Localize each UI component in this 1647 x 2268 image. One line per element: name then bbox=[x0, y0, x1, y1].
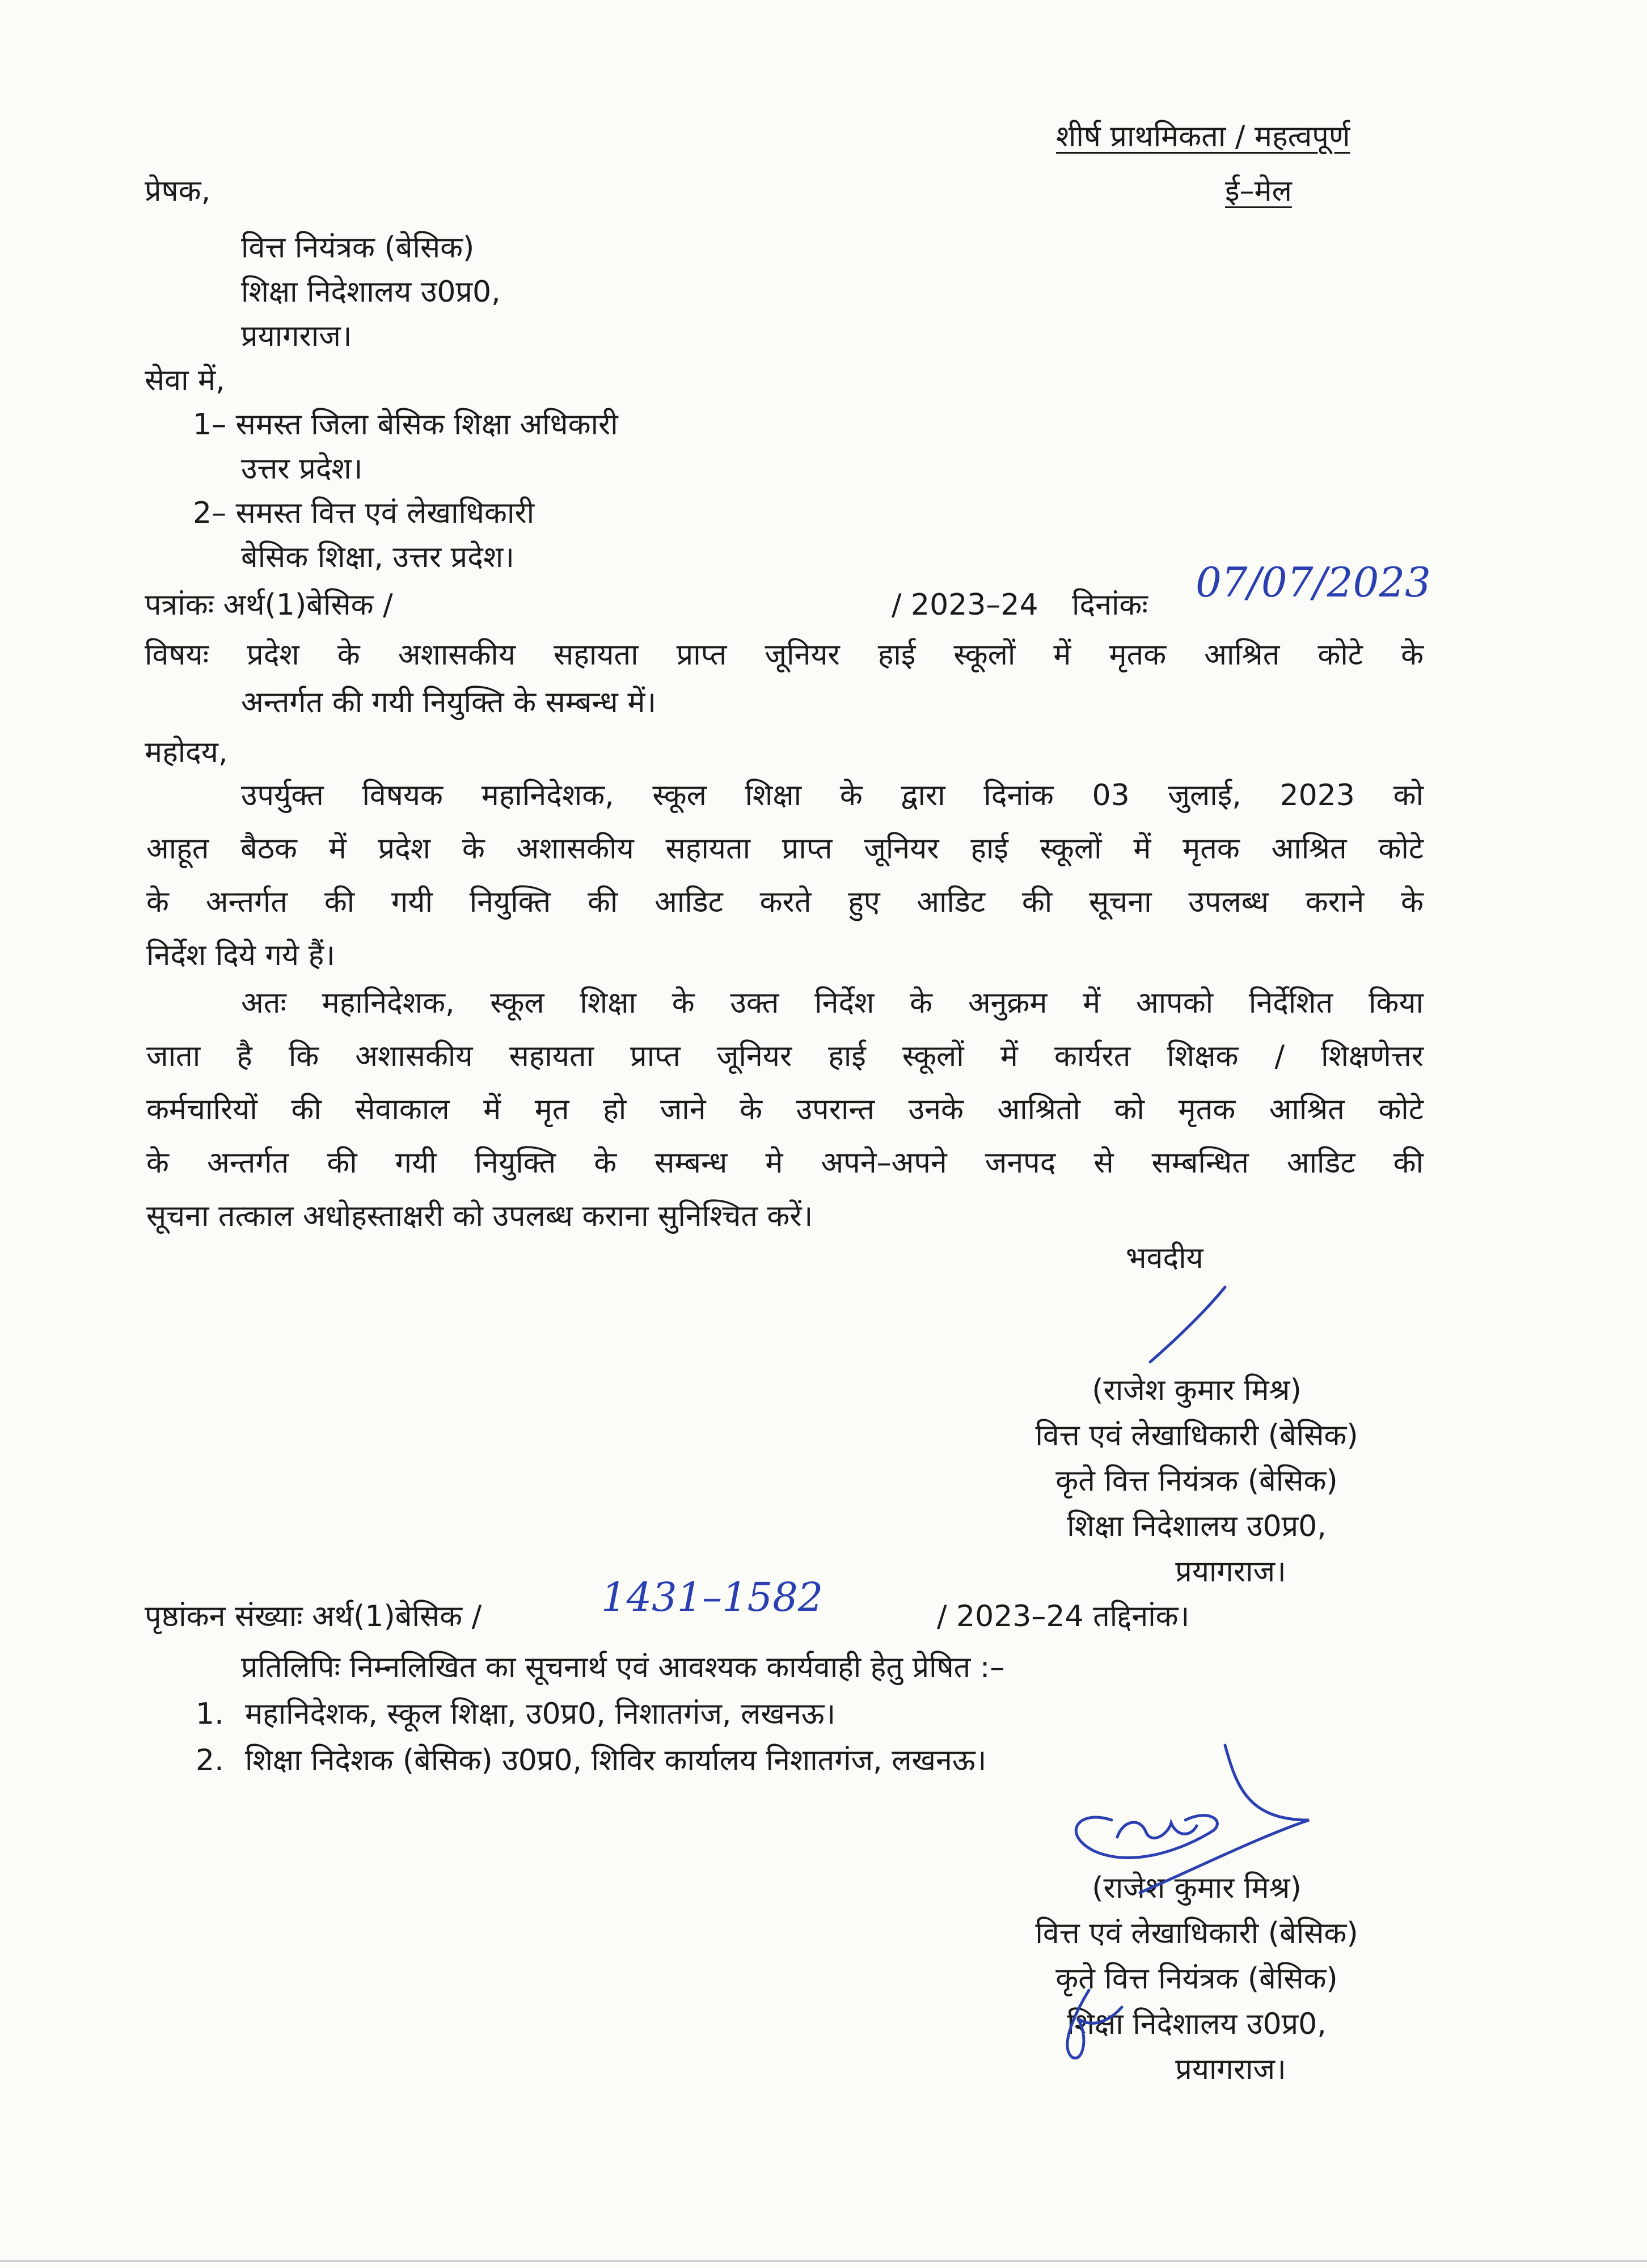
endorsement-copy-line: प्रतिलिपिः निम्नलिखित का सूचनार्थ एवं आवश्यक कार्यवाही हेतु प्रेषित :– bbox=[241, 1651, 1005, 1685]
page-bottom-edge bbox=[0, 2260, 1647, 2262]
signatory-city: प्रयागराज। bbox=[1175, 1555, 1286, 1589]
email-mode-label: ई–मेल bbox=[1225, 174, 1292, 208]
endorsement-year-date: / 2023–24 तद्दिनांक। bbox=[937, 1600, 1190, 1634]
paragraph-2-line-2: जाता है कि अशासकीय सहायता प्राप्त जूनियर हाई स्कूलों में कार्यरत शिक्षक / शिक्षणेत्तर bbox=[146, 1039, 1424, 1073]
subject-line-2: अन्तर्गत की गयी नियुक्ति के सम्बन्ध में। bbox=[241, 686, 657, 720]
recipient-item-2-line-2: बेसिक शिक्षा, उत्तर प्रदेश। bbox=[241, 540, 514, 574]
sender-label: प्रेषक, bbox=[145, 174, 211, 208]
signatory-2-office: शिक्षा निदेशालय उ0प्र0, bbox=[1067, 2007, 1327, 2041]
paragraph-1-line-4: निर्देश दिये गये हैं। bbox=[146, 938, 335, 972]
signatory-2-designation: वित्त एवं लेखाधिकारी (बेसिक) bbox=[1035, 1916, 1358, 1950]
closing: भवदीय bbox=[1126, 1241, 1203, 1275]
date-label: दिनांकः bbox=[1072, 588, 1148, 622]
paragraph-2-line-1: अतः महानिदेशक, स्कूल शिक्षा के उक्त निर्देश के अनुक्रम में आपको निर्देशित किया bbox=[241, 986, 1424, 1020]
date-handwritten: 07/07/2023 bbox=[1196, 558, 1431, 606]
signatory-for: कृते वित्त नियंत्रक (बेसिक) bbox=[1055, 1464, 1338, 1498]
patrank-year: / 2023–24 bbox=[892, 588, 1038, 622]
paragraph-2-line-4: के अन्तर्गत की गयी नियुक्ति के सम्बन्ध मे अपने–अपने जनपद से सम्बन्धित आडिट की bbox=[146, 1146, 1424, 1180]
salutation: महोदय, bbox=[145, 735, 228, 769]
priority-heading: शीर्ष प्राथमिकता / महत्वपूर्ण bbox=[1056, 120, 1350, 154]
endorsement-label: पृष्ठांकन संख्याः अर्थ(1)बेसिक / bbox=[145, 1600, 482, 1634]
recipient-item-1-line-2: उत्तर प्रदेश। bbox=[241, 452, 363, 486]
copy-item-1-number: 1. bbox=[196, 1697, 224, 1731]
endorsement-number-handwritten: 1431–1582 bbox=[601, 1574, 824, 1620]
sender-line-1: वित्त नियंत्रक (बेसिक) bbox=[241, 231, 475, 265]
signature-handwritten bbox=[1055, 1741, 1327, 1922]
signatory-designation: वित्त एवं लेखाधिकारी (बेसिक) bbox=[1035, 1419, 1358, 1453]
signatory-block-1 bbox=[941, 1368, 1452, 1594]
signatory-name: (राजेश कुमार मिश्र) bbox=[1092, 1373, 1302, 1407]
paragraph-1-line-1: उपर्युक्त विषयक महानिदेशक, स्कूल शिक्षा के द्वारा दिनांक 03 जुलाई, 2023 को bbox=[241, 778, 1424, 813]
recipient-item-2-line-1: 2– समस्त वित्त एवं लेखाधिकारी bbox=[193, 496, 535, 530]
paragraph-1-line-2: आहूत बैठक में प्रदेश के अशासकीय सहायता प्राप्त जूनियर हाई स्कूलों में मृतक आश्रित कोटे bbox=[146, 832, 1424, 866]
recipient-item-1-line-1: 1– समस्त जिला बेसिक शिक्षा अधिकारी bbox=[193, 408, 618, 442]
signatory-2-name: (राजेश कुमार मिश्र) bbox=[1092, 1871, 1302, 1905]
copy-item-2-text: शिक्षा निदेशक (बेसिक) उ0प्र0, शिविर कार्यालय निशातगंज, लखनऊ। bbox=[245, 1744, 987, 1778]
recipient-label: सेवा में, bbox=[145, 363, 225, 397]
paragraph-1-line-3: के अन्तर्गत की गयी नियुक्ति की आडिट करते हुए आडिट की सूचना उपलब्ध कराने के bbox=[146, 885, 1424, 919]
signature-stroke-1 bbox=[1140, 1283, 1231, 1368]
paragraph-2-line-3: कर्मचारियों की सेवाकाल में मृत हो जाने के उपरान्त उनके आश्रितो को मृतक आश्रित कोटे bbox=[146, 1093, 1424, 1127]
signatory-2-city: प्रयागराज। bbox=[1175, 2053, 1286, 2087]
paragraph-2-line-5: सूचना तत्काल अधोहस्ताक्षरी को उपलब्ध कराना सुनिश्चित करें। bbox=[146, 1199, 813, 1233]
sender-line-3: प्रयागराज। bbox=[241, 319, 352, 353]
signatory-2-for: कृते वित्त नियंत्रक (बेसिक) bbox=[1055, 1962, 1338, 1996]
signature-initial bbox=[1055, 1984, 1129, 2070]
patrank-label: पत्रांकः अर्थ(1)बेसिक / bbox=[145, 588, 393, 622]
subject-line-1: विषयः प्रदेश के अशासकीय सहायता प्राप्त जूनियर हाई स्कूलों में मृतक आश्रित कोटे के bbox=[145, 638, 1424, 672]
sender-line-2: शिक्षा निदेशालय उ0प्र0, bbox=[241, 275, 501, 309]
signatory-office: शिक्षा निदेशालय उ0प्र0, bbox=[1067, 1509, 1327, 1543]
copy-item-2-number: 2. bbox=[196, 1744, 224, 1778]
copy-item-1-text: महानिदेशक, स्कूल शिक्षा, उ0प्र0, निशातगंज, लखनऊ। bbox=[245, 1697, 836, 1731]
